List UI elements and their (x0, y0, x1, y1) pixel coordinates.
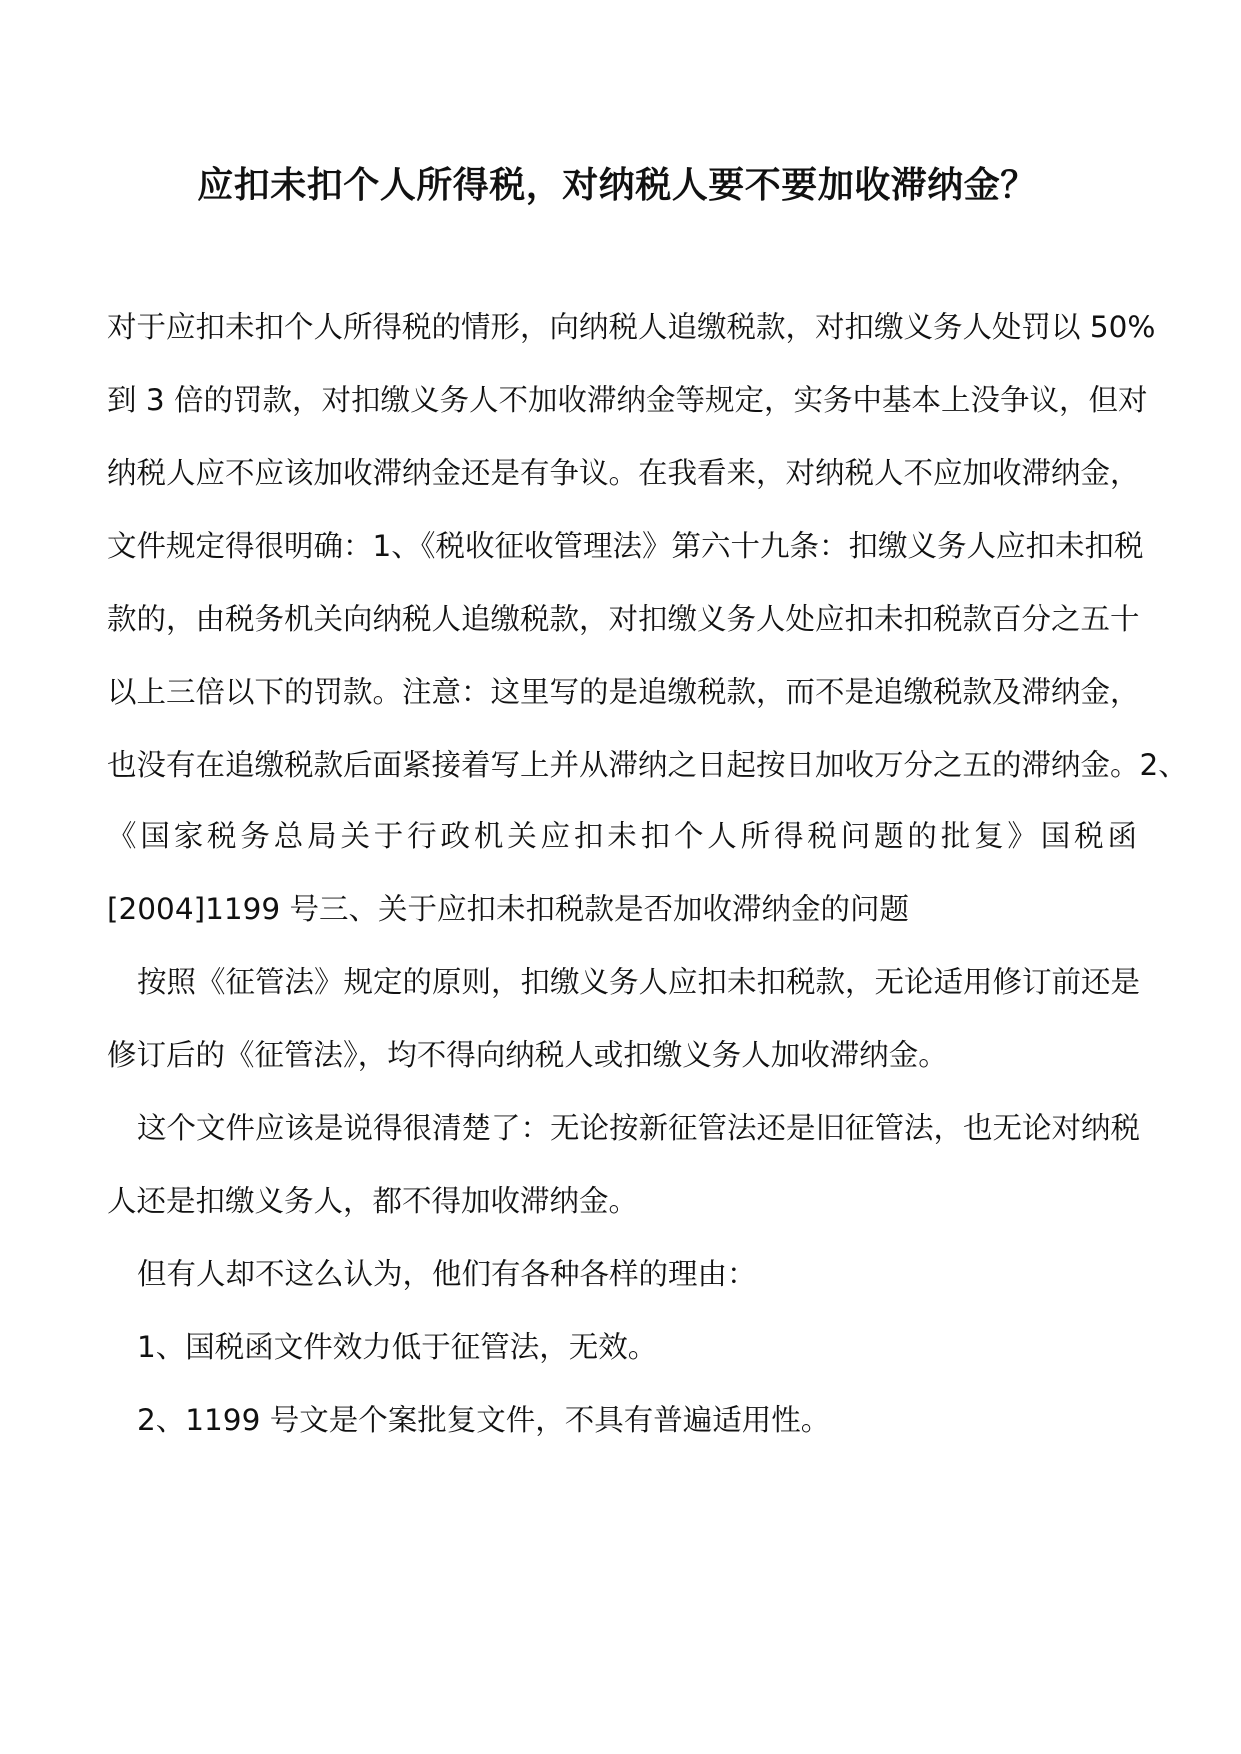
body-line-8: 《国家税务总局关于行政机关应扣未扣个人所得税问题的批复》国税函 (107, 819, 1137, 853)
list-item-1: 1、国税函文件效力低于征管法，无效。 (137, 1330, 658, 1364)
body-line-14: 但有人却不这么认为，他们有各种各样的理由： (137, 1257, 757, 1291)
body-line-7: 也没有在追缴税款后面紧接着写上并从滞纳之日起按日加收万分之五的滞纳金。2、 (107, 748, 1188, 782)
body-line-10: 按照《征管法》规定的原则，扣缴义务人应扣未扣税款，无论适用修订前还是 (137, 965, 1141, 999)
body-line-1: 对于应扣未扣个人所得税的情形，向纳税人追缴税款，对扣缴义务人处罚以 50% (107, 310, 1156, 344)
document-title: 应扣未扣个人所得税，对纳税人要不要加收滞纳金？ (197, 165, 1037, 206)
body-line-4: 文件规定得很明确：1、《税收征收管理法》第六十九条：扣缴义务人应扣未扣税 (107, 529, 1144, 563)
body-line-12: 这个文件应该是说得很清楚了：无论按新征管法还是旧征管法，也无论对纳税 (137, 1111, 1141, 1145)
body-line-5: 款的，由税务机关向纳税人追缴税款，对扣缴义务人处应扣未扣税款百分之五十 (107, 602, 1140, 636)
body-line-13: 人还是扣缴义务人，都不得加收滞纳金。 (107, 1184, 639, 1218)
body-line-6: 以上三倍以下的罚款。注意：这里写的是追缴税款，而不是追缴税款及滞纳金， (107, 675, 1140, 709)
body-line-3: 纳税人应不应该加收滞纳金还是有争议。在我看来，对纳税人不应加收滞纳金， (107, 456, 1140, 490)
body-line-9: [2004]1199 号三、关于应扣未扣税款是否加收滞纳金的问题 (107, 892, 910, 926)
body-line-11: 修订后的《征管法》，均不得向纳税人或扣缴义务人加收滞纳金。 (107, 1038, 948, 1072)
list-item-2: 2、1199 号文是个案批复文件，不具有普遍适用性。 (137, 1403, 831, 1437)
body-line-2: 到 3 倍的罚款，对扣缴义务人不加收滞纳金等规定，实务中基本上没争议，但对 (107, 383, 1148, 417)
